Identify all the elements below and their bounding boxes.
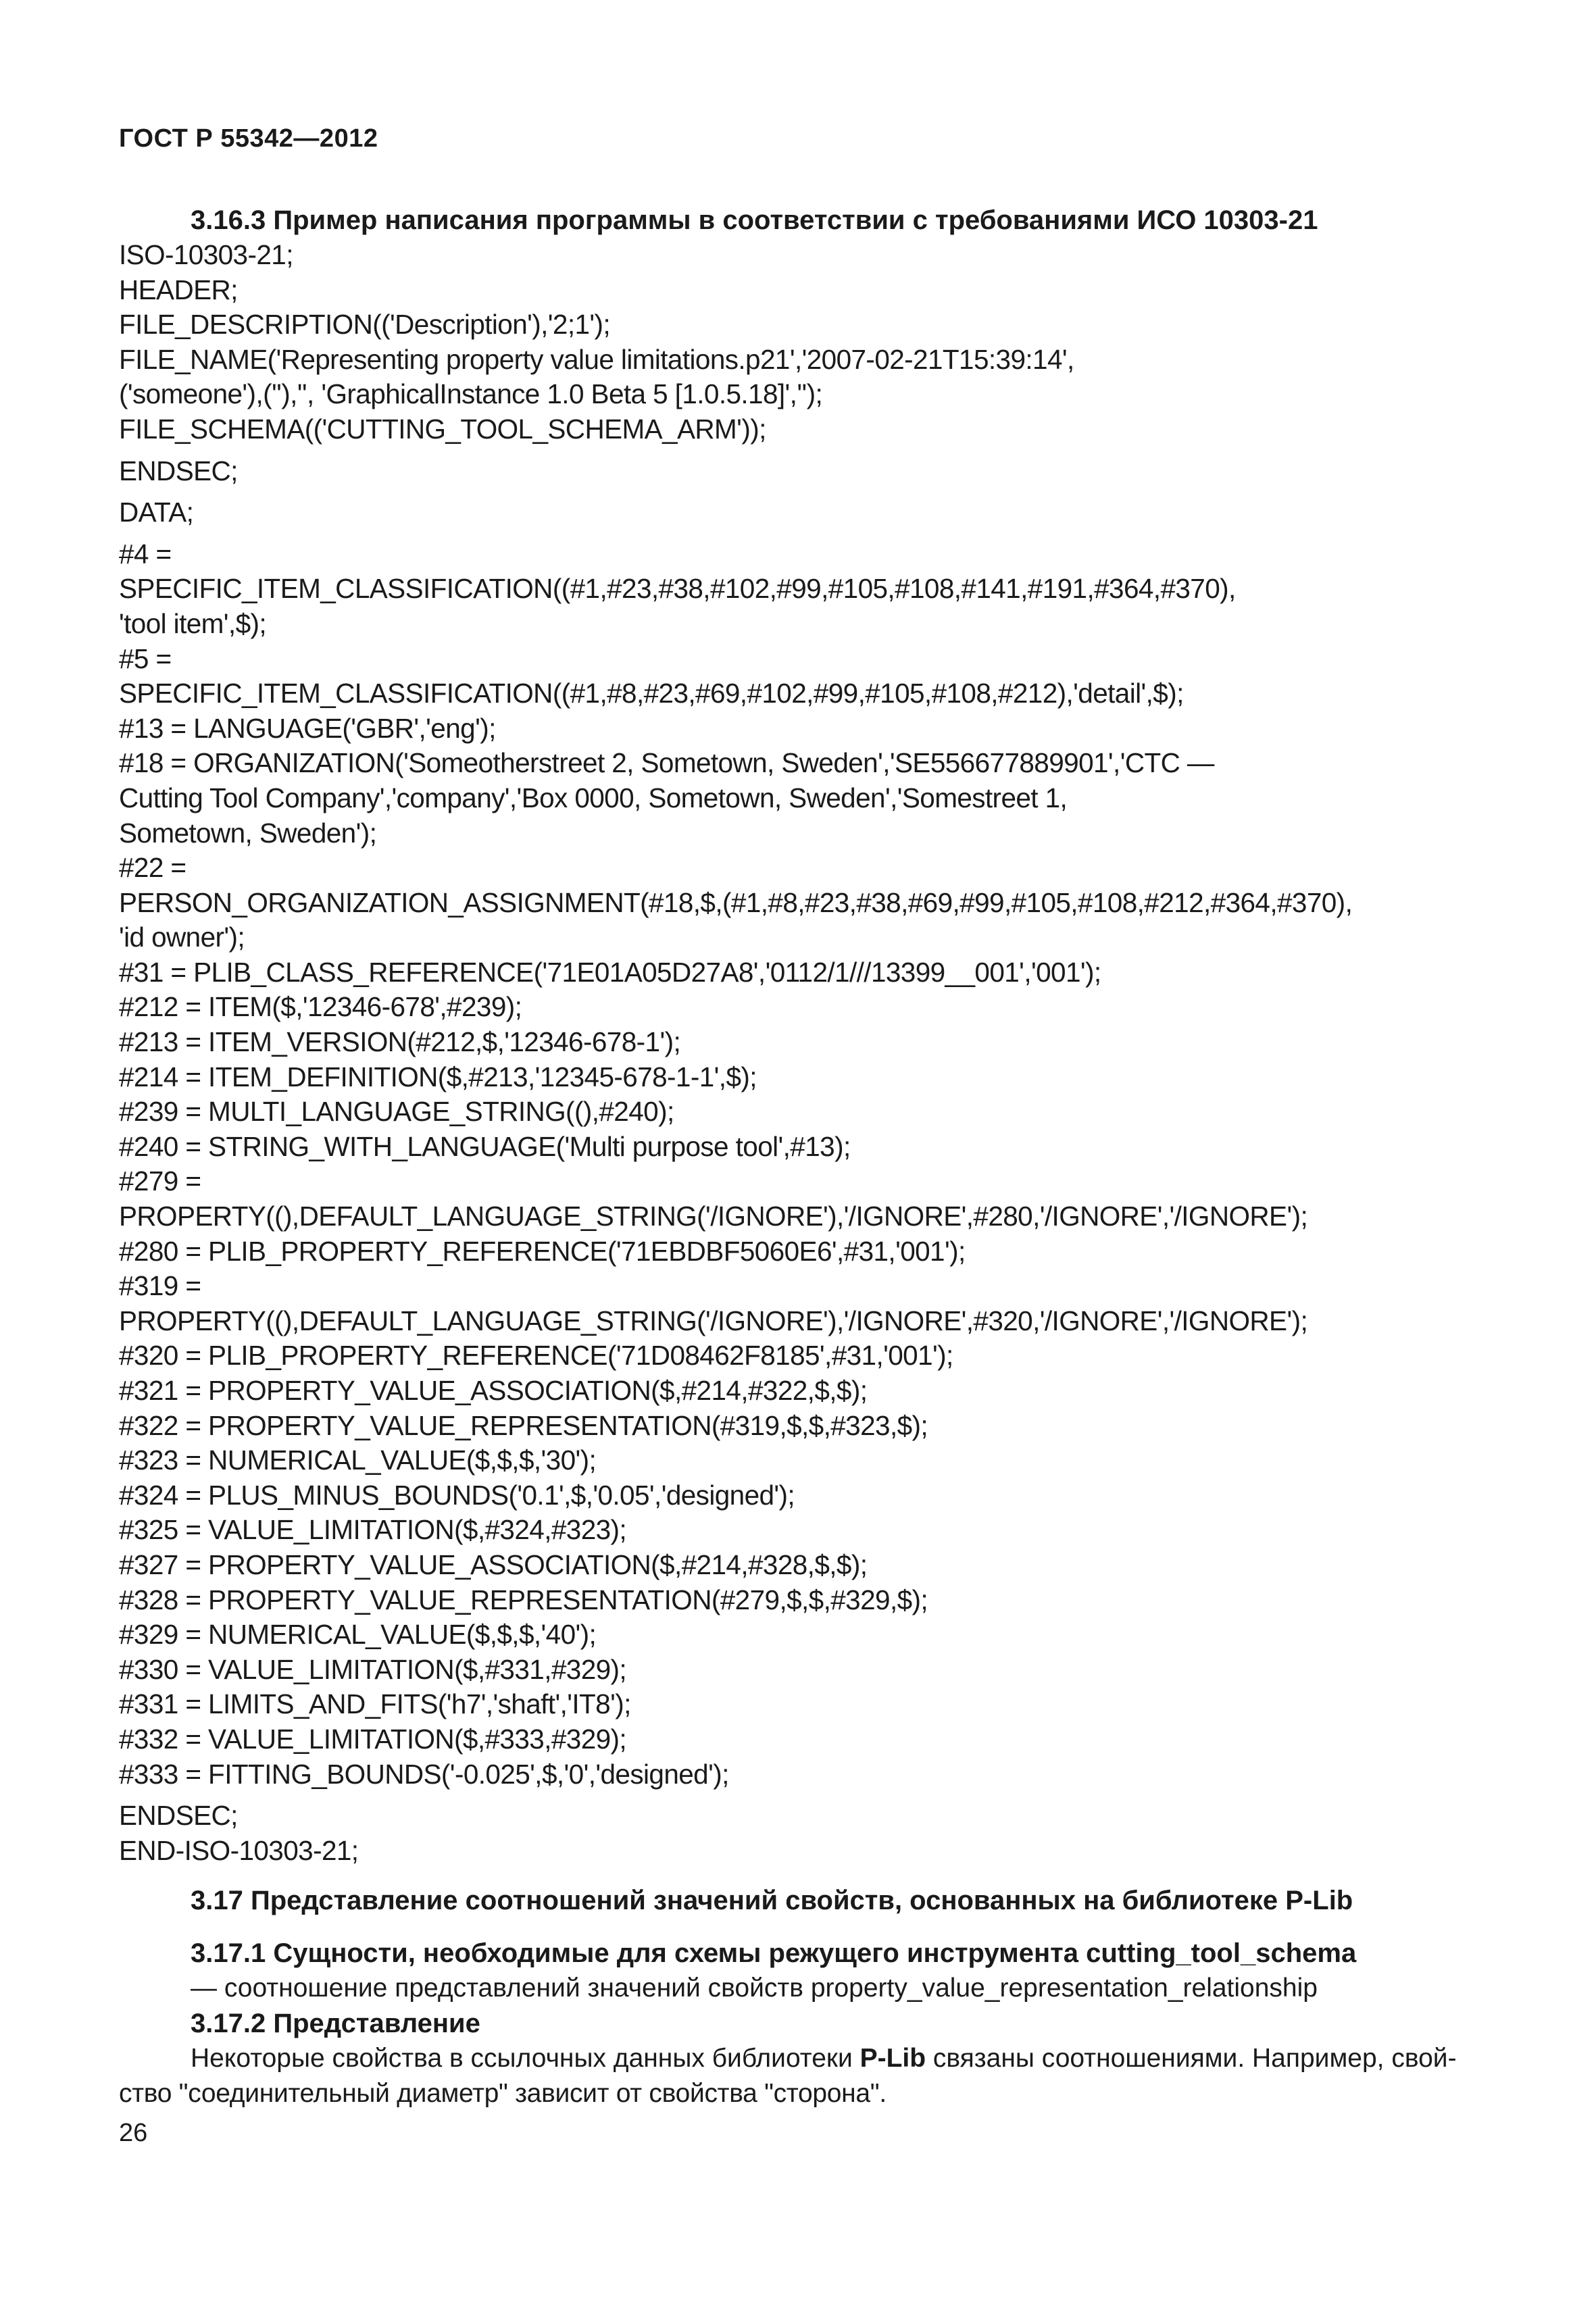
code-line: #239 = MULTI_LANGUAGE_STRING((),#240); — [119, 1096, 674, 1128]
code-line: END-ISO-10303-21; — [119, 1834, 359, 1866]
code-line: #325 = VALUE_LIMITATION($,#324,#323); — [119, 1514, 627, 1546]
code-line: #322 = PROPERTY_VALUE_REPRESENTATION(#319,$,$,#323,$); — [119, 1409, 928, 1441]
code-line: #214 = ITEM_DEFINITION($,#213,'12345-678-1-1',$); — [119, 1061, 757, 1092]
code-line: PROPERTY((),DEFAULT_LANGUAGE_STRING('/IGNORE'),'/IGNORE',#320,'/IGNORE','/IGNORE'); — [119, 1305, 1308, 1336]
section-3-17-2-paragraph-line-2: ство "соединительный диаметр" зависит от свойства "сторона". — [119, 2079, 887, 2109]
code-line: FILE_NAME('Representing property value limitations.p21','2007-02-21T15:39:14', — [119, 343, 1074, 375]
section-3-17-1-item: — соотношение представлений значений свойств property_value_representation_relationship — [191, 1973, 1318, 2003]
code-line: DATA; — [119, 497, 194, 528]
section-3-17-2-heading: 3.17.2 Представление — [191, 2009, 480, 2039]
code-line: #330 = VALUE_LIMITATION($,#331,#329); — [119, 1653, 627, 1685]
code-line: FILE_DESCRIPTION(('Description'),'2;1'); — [119, 309, 611, 341]
code-line: 'tool item',$); — [119, 607, 267, 639]
code-line: #323 = NUMERICAL_VALUE($,$,$,'30'); — [119, 1444, 597, 1476]
code-line: ('someone'),(''),'', 'GraphicalInstance 1.0 Beta 5 [1.0.5.18]',''); — [119, 378, 823, 410]
code-line: #18 = ORGANIZATION('Someotherstreet 2, Sometown, Sweden','SE556677889901','CTC — — [119, 747, 1214, 779]
plib-term: P-Lib — [859, 2044, 926, 2073]
code-line: #5 = — [119, 643, 172, 674]
code-line: SPECIFIC_ITEM_CLASSIFICATION((#1,#23,#38,#102,#99,#105,#108,#141,#191,#364,#370), — [119, 573, 1236, 605]
code-line: HEADER; — [119, 274, 238, 305]
code-line: #333 = FITTING_BOUNDS('-0.025',$,'0','designed'); — [119, 1758, 729, 1790]
code-line: SPECIFIC_ITEM_CLASSIFICATION((#1,#8,#23,#69,#102,#99,#105,#108,#212),'detail',$); — [119, 678, 1184, 709]
paragraph-text-part-2: связаны соотношениями. Например, свой- — [926, 2044, 1457, 2073]
code-line: #13 = LANGUAGE('GBR','eng'); — [119, 712, 496, 744]
section-3-16-3-heading: 3.16.3 Пример написания программы в соответствии с требованиями ИСО 10303-21 — [191, 205, 1318, 235]
code-line: #212 = ITEM($,'12346-678',#239); — [119, 991, 522, 1023]
page-content — [119, 203, 1477, 2111]
code-line: ENDSEC; — [119, 1800, 238, 1832]
code-line: #324 = PLUS_MINUS_BOUNDS('0.1',$,'0.05','designed'); — [119, 1479, 795, 1511]
code-line: #320 = PLIB_PROPERTY_REFERENCE('71D08462F8185',#31,'001'); — [119, 1340, 953, 1372]
code-line: Cutting Tool Company','company','Box 0000, Sometown, Sweden','Somestreet 1, — [119, 782, 1068, 813]
code-line: #22 = — [119, 852, 186, 884]
code-line: #327 = PROPERTY_VALUE_ASSOCIATION($,#214,#328,$,$); — [119, 1549, 868, 1580]
code-listing — [119, 238, 1477, 1868]
code-line: #321 = PROPERTY_VALUE_ASSOCIATION($,#214,#322,$,$); — [119, 1375, 868, 1406]
code-line: #280 = PLIB_PROPERTY_REFERENCE('71EBDBF5060E6',#31,'001'); — [119, 1235, 966, 1267]
code-line: PERSON_ORGANIZATION_ASSIGNMENT(#18,$,(#1,#8,#23,#38,#69,#99,#105,#108,#212,#364,#370), — [119, 886, 1353, 918]
section-3-17-heading: 3.17 Представление соотношений значений свойств, основанных на библиотеке P-Lib — [191, 1886, 1353, 1916]
code-line: #213 = ITEM_VERSION(#212,$,'12346-678-1'); — [119, 1026, 681, 1058]
page-number: 26 — [119, 2119, 148, 2147]
code-line: #329 = NUMERICAL_VALUE($,$,$,'40'); — [119, 1619, 597, 1651]
code-line: Sometown, Sweden'); — [119, 817, 377, 849]
section-3-17-2-paragraph-line-1 — [119, 2041, 1477, 2076]
running-head: ГОСТ Р 55342—2012 — [119, 124, 378, 153]
code-line: ENDSEC; — [119, 455, 238, 486]
code-line: #4 = — [119, 538, 172, 570]
code-line: #240 = STRING_WITH_LANGUAGE('Multi purpose tool',#13); — [119, 1130, 851, 1162]
code-line: #328 = PROPERTY_VALUE_REPRESENTATION(#279,$,$,#329,$); — [119, 1584, 928, 1615]
code-line: #332 = VALUE_LIMITATION($,#333,#329); — [119, 1723, 627, 1755]
code-line: #331 = LIMITS_AND_FITS('h7','shaft','IT8'); — [119, 1688, 631, 1720]
code-line: PROPERTY((),DEFAULT_LANGUAGE_STRING('/IGNORE'),'/IGNORE',#280,'/IGNORE','/IGNORE'); — [119, 1201, 1308, 1232]
code-line: #319 = — [119, 1270, 201, 1302]
code-line: FILE_SCHEMA(('CUTTING_TOOL_SCHEMA_ARM')); — [119, 413, 766, 445]
code-line: #31 = PLIB_CLASS_REFERENCE('71E01A05D27A8','0112/1///13399__001','001'); — [119, 956, 1101, 988]
paragraph-text-part-1: Некоторые свойства в ссылочных данных библиотеки — [191, 2044, 860, 2073]
code-line: ISO-10303-21; — [119, 239, 293, 270]
code-line: #279 = — [119, 1165, 201, 1197]
section-3-17-1-heading: 3.17.1 Сущности, необходимые для схемы режущего инструмента cutting_tool_schema — [191, 1938, 1357, 1969]
code-line: 'id owner'); — [119, 922, 245, 953]
